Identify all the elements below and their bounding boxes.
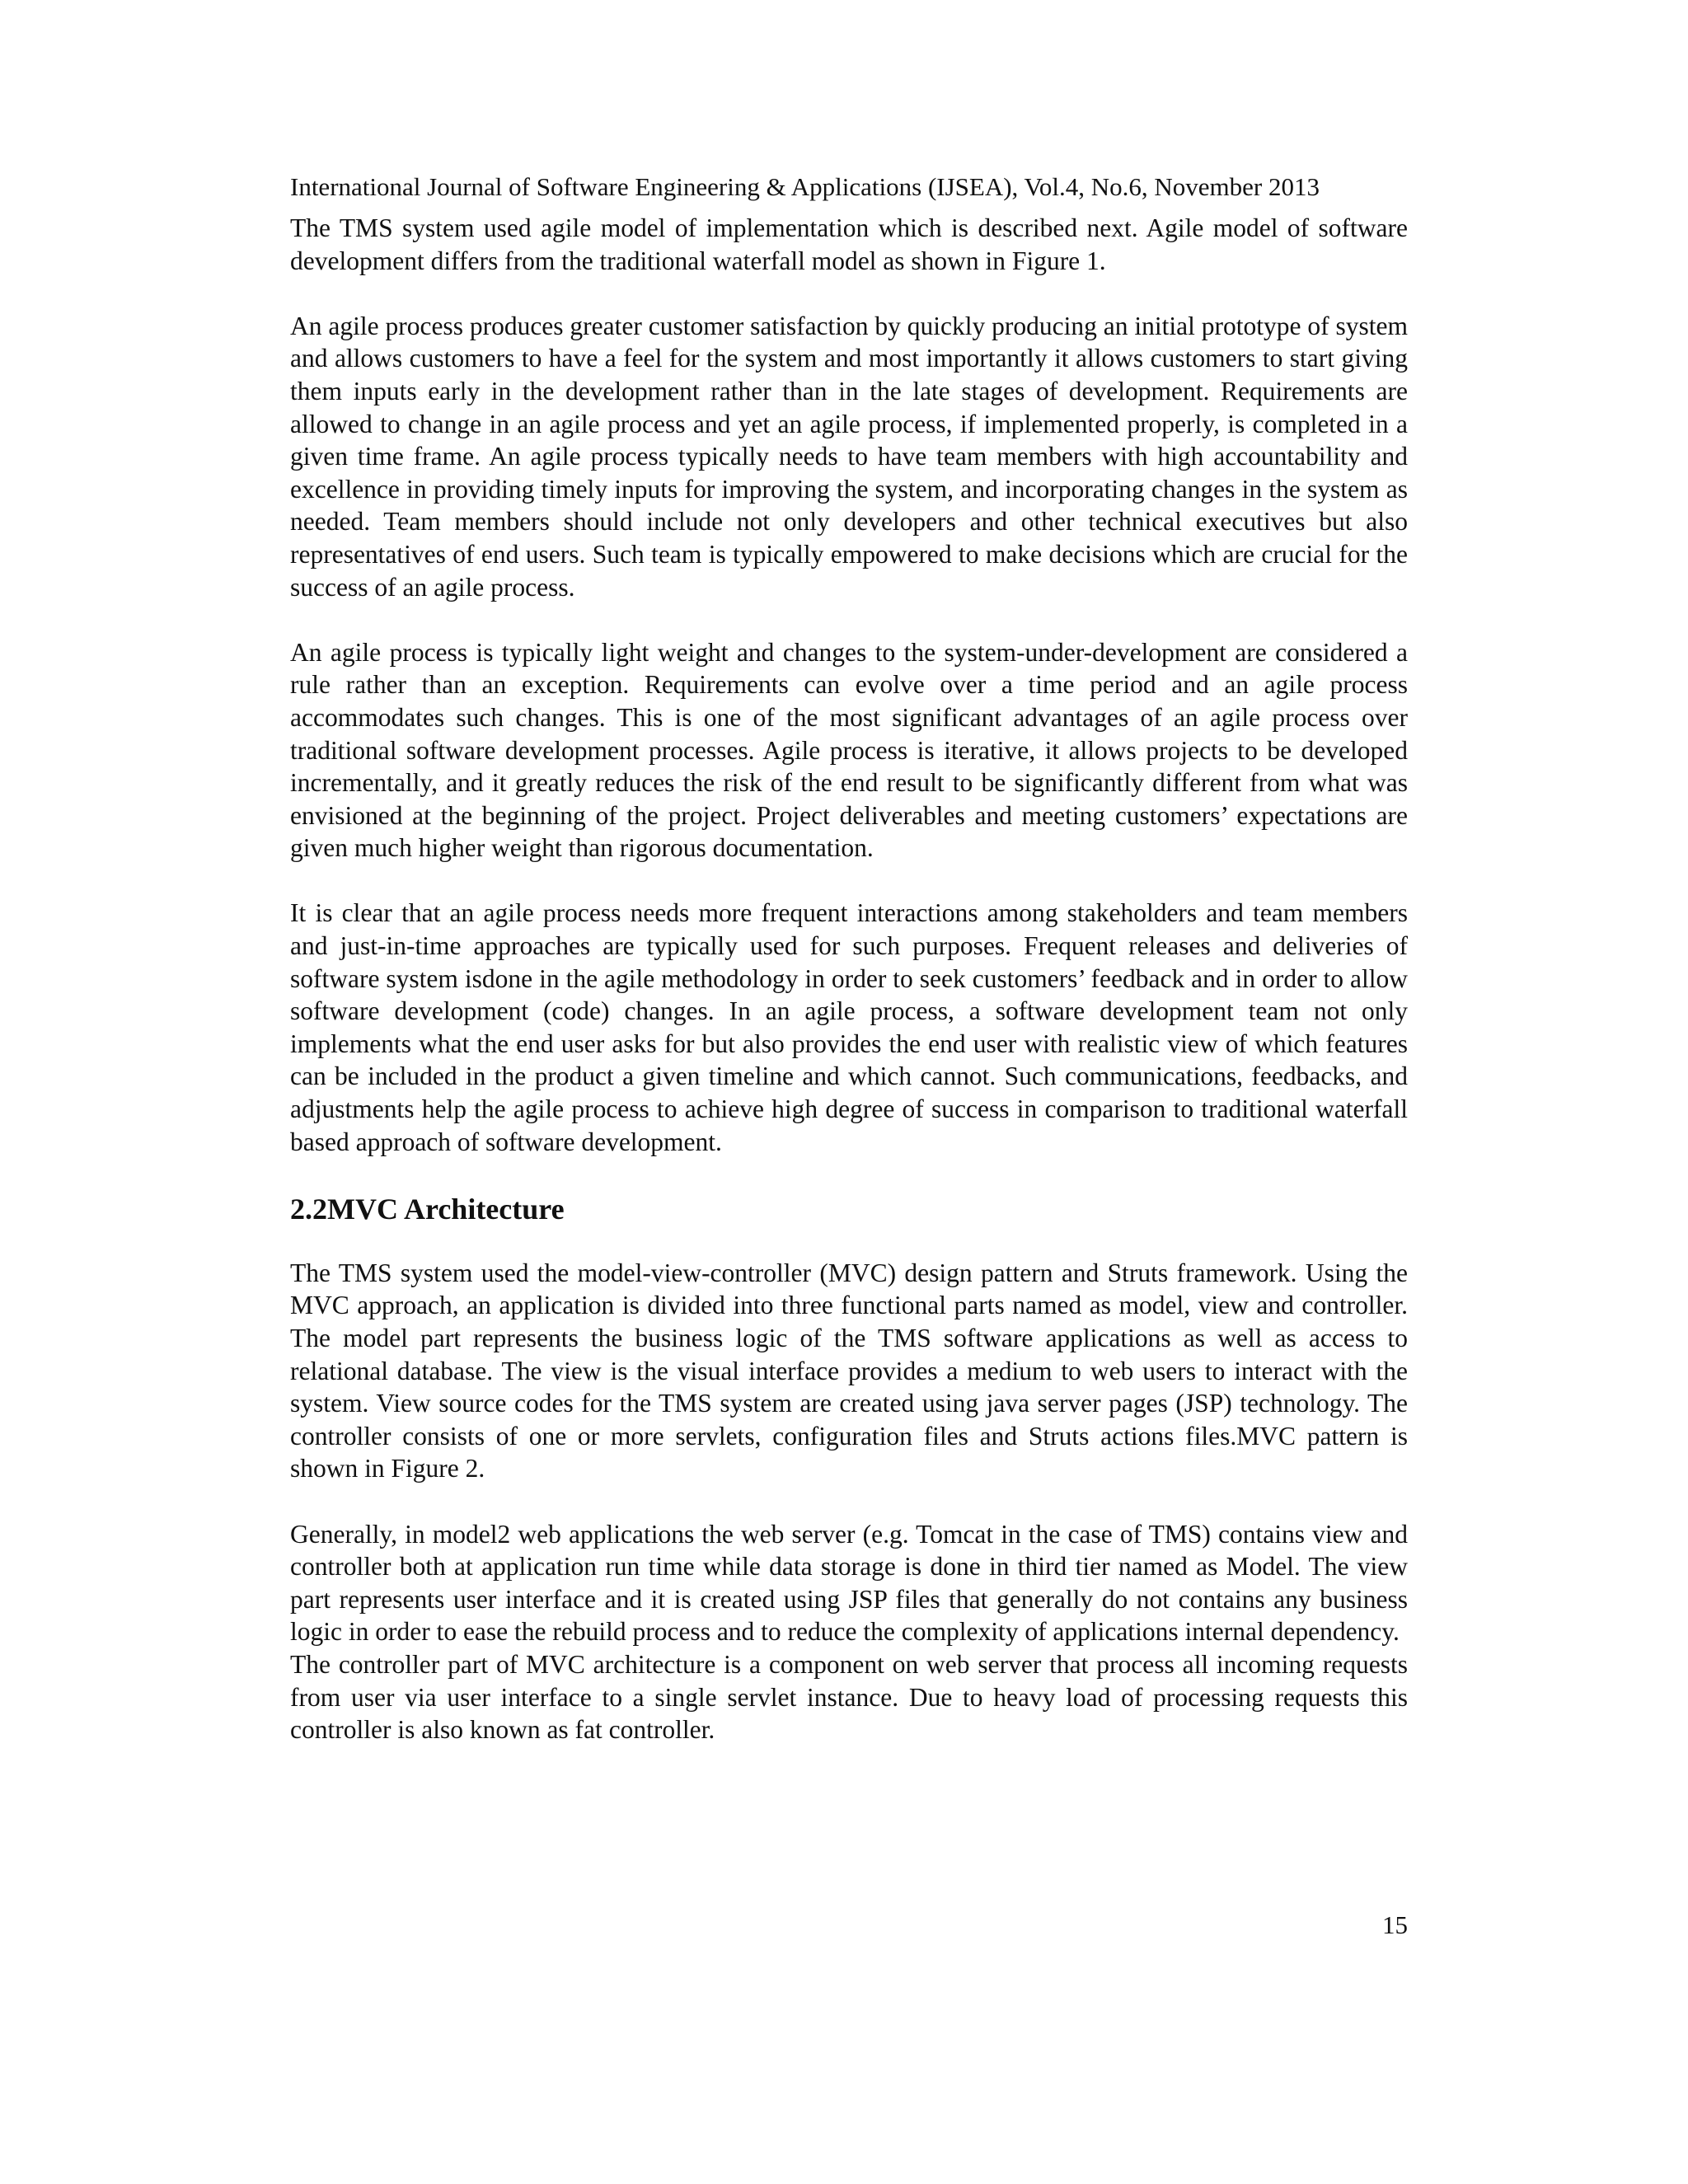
paragraph-agile-lightweight: An agile process is typically light weight and changes to the system-under-development are considered a rule rather than an exception. Requirements can evolve over a time period and an agile process accommodates such changes. This is one of the most significant advantages of an agile process over traditional software development processes. Agile process is iterative, it allows projects to be developed incrementally, and it greatly reduces the risk of the end result to be significantly different from what was envisioned at the beginning of the project. Project deliverables and meeting customers’ expectations are given much higher weight than rigorous documentation. (290, 637, 1408, 863)
section-heading-mvc: 2.2MVC Architecture (290, 1192, 565, 1226)
paragraph-mvc-model2: Generally, in model2 web applications the web server (e.g. Tomcat in the case of TMS) contains view and controller both at application run time while data storage is done in third tier named as Model. The view part represents user interface and it is created using JSP files that generally do not contains any business logic in order to ease the rebuild process and to reduce the complexity of applications internal dependency. (290, 1519, 1408, 1647)
paragraph-agile-satisfaction: An agile process produces greater customer satisfaction by quickly producing an initial prototype of system and allows customers to have a feel for the system and most importantly it allows customers to start giving them inputs early in the development rather than in the late stages of development. Requirements are allowed to change in an agile process and yet an agile process, if implemented properly, is completed in a given time frame. An agile process typically needs to have team members with high accountability and excellence in providing timely inputs for improving the system, and incorporating changes in the system as needed. Team members should include not only developers and other technical executives but also representatives of end users. Such team is typically empowered to make decisions which are crucial for the success of an agile process. (290, 311, 1408, 602)
running-header: International Journal of Software Engineering & Applications (IJSEA), Vol.4, No.6, November 2013 (290, 172, 1320, 201)
page-number: 15 (1382, 1910, 1408, 1939)
paragraph-mvc-intro: The TMS system used the model-view-controller (MVC) design pattern and Struts framework. Using the MVC approach, an application is divided into three functional parts named as model, view and controller. The model part represents the business logic of the TMS software applications as well as access to relational database. The view is the visual interface provides a medium to web users to interact with the system. View source codes for the TMS system are created using java server pages (JSP) technology. The controller consists of one or more servlets, configuration files and Struts actions files.MVC pattern is shown in Figure 2. (290, 1258, 1408, 1483)
journal-page (290, 169, 1408, 1746)
paragraph-mvc-controller: The controller part of MVC architecture is a component on web server that process all incoming requests from user via user interface to a single servlet instance. Due to heavy load of processing requests this controller is also known as fat controller. (290, 1649, 1408, 1745)
paragraph-agile-interactions: It is clear that an agile process needs more frequent interactions among stakeholders and team members and just-in-time approaches are typically used for such purposes. Frequent releases and deliveries of software system isdone in the agile methodology in order to seek customers’ feedback and in order to allow software development (code) changes. In an agile process, a software development team not only implements what the end user asks for but also provides the end user with realistic view of which features can be included in the product a given timeline and which cannot. Such communications, feedbacks, and adjustments help the agile process to achieve high degree of success in comparison to traditional waterfall based approach of software development. (290, 898, 1408, 1156)
paragraph-agile-intro: The TMS system used agile model of implementation which is described next. Agile model of software development differs from the traditional waterfall model as shown in Figure 1. (290, 213, 1408, 275)
